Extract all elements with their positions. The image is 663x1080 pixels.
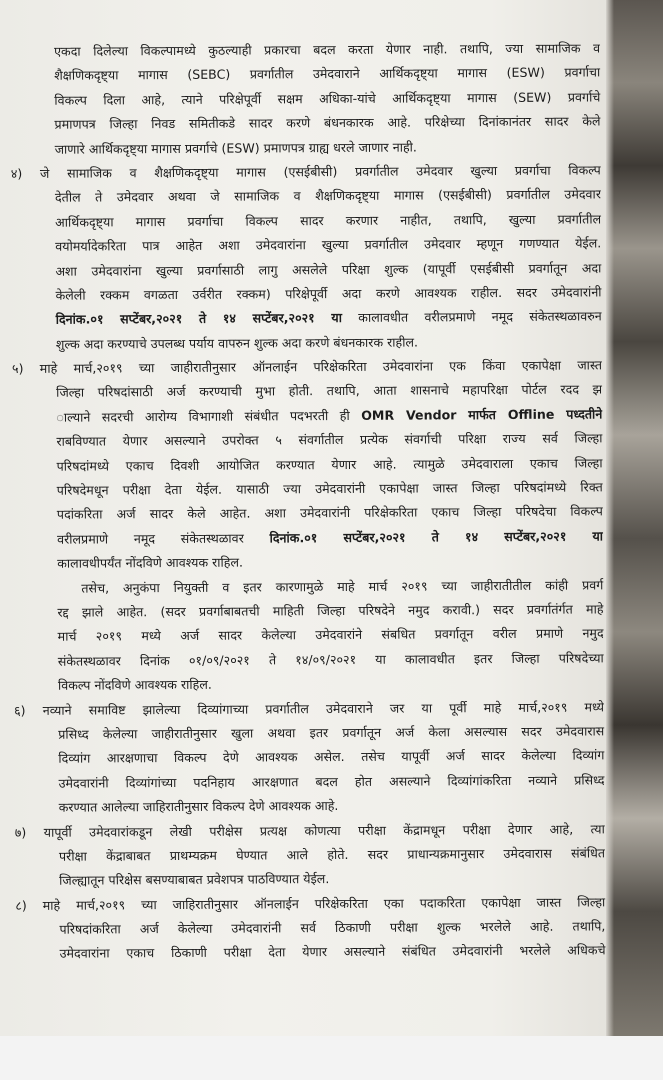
text-line-content: कालावधीपर्यंत नोंदविणे आवश्यक राहिल. xyxy=(57,554,244,571)
text-line xyxy=(12,378,602,406)
text-line xyxy=(15,890,605,918)
text-line-content: अशा उमेदवारांना खुल्या प्रवर्गासाठी लागु असलेले परिक्षा शुल्क (यापूर्वी एसईबीसी प्रवर्गातून अदा xyxy=(55,259,602,279)
text-line-content: उमेदवारांना एकाच ठिकाणी परीक्षा देता येणार असल्याने संबंधित उमेदवारांनी भरलेले अधिकचे xyxy=(59,942,606,962)
text-line xyxy=(15,841,605,869)
text-line-content: करण्यात आलेल्या जाहिरातीनुसार विकल्प देणे आवश्यक आहे. xyxy=(58,798,339,815)
text-line xyxy=(11,207,601,235)
text-line xyxy=(14,622,604,650)
text-line xyxy=(10,61,600,89)
text-line-content: ५) माहे मार्च,२०१९ च्या जाहीरातीनुसार ऑनलाईन परिक्षेकरिता उमेदवारांना एक किंवा एकापेक्षा जास्त xyxy=(11,357,603,377)
text-line xyxy=(10,110,600,138)
text-line-content: प्रमाणपत्र जिल्हा निवड समितीकडे सादर करणे बंधनकारक आहे. परिक्षेच्या दिनांकानंतर सादर केले xyxy=(54,113,601,132)
text-line-content: दिनांक.०१ सप्टेंबर,२०२१ ते १४ सप्टेंबर,२०२१ या कालावधीत वरीलप्रमाणे नमूद संकेतस्थळावरुन xyxy=(55,308,602,328)
text-line xyxy=(13,549,603,577)
text-line-content: उमेदवारांनी दिव्यांगांच्या पदनिहाय आरक्षणात बदल होत असल्याने दिव्यांगांकरिता नव्याने प्रसिध्द xyxy=(58,772,605,791)
text-line-content: आर्थिकदृष्ट्या मागास प्रवर्गाचा विकल्प सादर करणार नाहीत, तथापि, खुल्या प्रवर्गातील xyxy=(55,211,602,230)
text-line xyxy=(15,866,605,894)
text-line xyxy=(12,353,602,381)
text-line xyxy=(12,402,602,430)
text-line xyxy=(15,817,605,845)
text-line xyxy=(14,719,604,747)
text-line xyxy=(15,914,605,942)
text-line-content: जाणारे आर्थिकदृष्ट्या मागास प्रवर्गाचे (ESW) प्रमाणपत्र ग्राह्य धरले जाणार नाही. xyxy=(54,139,417,157)
text-line xyxy=(10,85,600,113)
text-line xyxy=(13,573,603,601)
text-line-content: ाल्याने सदरची आरोग्य विभागाशी संबंधीत पदभरती ही OMR Vendor मार्फत Offline पध्दतीने xyxy=(56,406,603,425)
text-line xyxy=(14,646,604,674)
text-line-content: दिव्यांग आरक्षणाचा विकल्प देणे आवश्यक असेल. तसेच यापूर्वी अर्ज सादर केलेल्या दिव्यांग xyxy=(58,747,605,767)
text-line-content: ६) नव्याने समाविष्ट झालेल्या दिव्यांगाच्या प्रवर्गातील उमेदवाराने जर या पूर्वी माहे मार्च,२०१९ मध्ये xyxy=(14,698,605,718)
text-line xyxy=(11,158,601,186)
text-line-content: जिल्ह्यातून परिक्षेस बसण्याबाबत प्रवेशपत्र पाठविण्यात येईल. xyxy=(59,871,330,888)
text-line-content: केलेली रक्कम वगळता उर्वरीत रक्कम) परिक्षेपूर्वी अदा करणे आवश्यक राहील. सदर उमेदवारांनी xyxy=(55,284,602,303)
text-line-content: परिषदांकरिता अर्ज केलेल्या उमेदवारांनी सर्व ठिकाणी परीक्षा शुल्क भरलेले आहे. तथापि, xyxy=(59,918,606,937)
text-line xyxy=(13,597,603,625)
text-line xyxy=(14,744,604,772)
text-line xyxy=(16,939,606,967)
text-line-content: पदांकरिता अर्ज सादर केले आहेत. अशा उमेदवारांनी परिक्षेकरिता एकाच जिल्हा परिषदेचा विकल्प xyxy=(56,503,603,523)
text-line xyxy=(12,329,602,357)
text-line xyxy=(11,256,601,284)
text-line xyxy=(10,36,600,64)
text-line-content: विकल्प दिला आहे, त्याने परिक्षेपूर्वी सक्षम अधिका-यांचे आर्थिकदृष्ट्या मागास (SEW) प्रवर्गाचे xyxy=(54,89,601,108)
text-line-content: ४) जे सामाजिक व शैक्षणिकदृष्ट्या मागास (एसईबीसी) प्रवर्गातील उमेदवार खुल्या प्रवर्गाचा विकल्प xyxy=(10,162,601,181)
text-line-content: शुल्क अदा करण्याचे उपलब्ध पर्याय वापरुन शुल्क अदा करणे बंधनकारक राहील. xyxy=(55,334,419,352)
background-surface xyxy=(606,0,663,1036)
text-line-content: विकल्प नोंदविणे आवश्यक राहिल. xyxy=(57,676,212,693)
text-line xyxy=(11,232,601,260)
text-line-content: परिषदेमधून परीक्षा देता येईल. यासाठी ज्या उमेदवारांनी एकापेक्षा जास्त जिल्हा परिषदांमध्ये रिक्त xyxy=(56,479,603,498)
text-line xyxy=(13,500,603,528)
document-text xyxy=(10,36,606,966)
text-line-content: वरीलप्रमाणे नमूद संकेतस्थळावर दिनांक.०१ सप्टेंबर,२०२१ ते १४ सप्टेंबर,२०२१ या xyxy=(57,528,604,547)
text-line-content: संकेतस्थळावर दिनांक ०१/०९/२०२१ ते १४/०९/२०२१ या कालावधीत इतर जिल्हा परिषदेच्या xyxy=(57,650,604,669)
text-line xyxy=(13,451,603,479)
text-line-content: देतील ते उमेदवार अथवा जे सामाजिक व शैक्षणिकदृष्ट्या मागास (एसईबीसी) प्रवर्गातील उमेदवार xyxy=(54,186,601,206)
text-line-content: शैक्षणिकदृष्ट्या मागास (SEBC) प्रवर्गातील उमेदवाराने आर्थिकदृष्ट्या मागास (ESW) प्रवर्गाचा xyxy=(54,64,601,84)
text-line xyxy=(13,524,603,552)
text-line-content: एकदा दिलेल्या विकल्पामध्ये कुठल्याही प्रकारचा बदल करता येणार नाही. तथापि, ज्या सामाजिक व xyxy=(54,40,601,59)
text-line xyxy=(11,134,601,162)
text-line xyxy=(12,305,602,333)
text-line xyxy=(14,768,604,796)
text-line-content: परीक्षा केंद्राबाबत प्राथम्यक्रम घेण्यात आले होते. सदर प्राधान्यक्रमानुसार उमेदवारास संबंधित xyxy=(58,845,606,864)
text-line-content: परिषदांमध्ये एकाच दिवशी आयोजित करण्यात येणार आहे. त्यामुळे उमेदवाराला एकाच जिल्हा xyxy=(56,455,603,474)
text-line-content: राबविण्यात येणार असल्याने उपरोक्त ५ संवर्गातील प्रत्येक संवर्गाची परिक्षा राज्य सर्व जिल्हा xyxy=(56,430,603,449)
text-line xyxy=(11,280,601,308)
text-line-content: जिल्हा परिषदांसाठी अर्ज करण्याची मुभा होती. तथापि, आता शासनाचे महापरिक्षा पोर्टल रदद झ xyxy=(56,381,603,401)
text-line-content: मार्च २०१९ मध्ये अर्ज सादर केलेल्या उमेदवारांने संबधित प्रवर्गातून वरील प्रमाणे नमुद xyxy=(57,625,604,645)
bottom-margin xyxy=(0,1036,663,1080)
text-line xyxy=(13,475,603,503)
text-line-content: प्रसिध्द केलेल्या जाहीरातीनुसार खुला अथवा इतर प्रवर्गातून अर्ज केला असल्यास सदर उमेदवारास xyxy=(58,723,605,742)
text-line xyxy=(14,695,604,723)
text-line-content: ८) माहे मार्च,२०१९ च्या जाहिरातीनुसार ऑनलाईन परिक्षेकरिता एका पदाकरिता एकापेक्षा जास्त जिल्हा xyxy=(15,894,606,913)
text-line xyxy=(11,183,601,211)
text-line-content: ७) यापूर्वी उमेदवारांकडून लेखी परीक्षेस प्रत्यक्ष कोणत्या परीक्षा केंद्रामधून परीक्षा देणार आहे, त्या xyxy=(14,820,605,840)
text-line-content: रद्द झाले आहेत. (सदर प्रवर्गाबाबतची माहिती जिल्हा परिषदेने नमुद करावी.) सदर प्रवर्गातंर्गत माहे xyxy=(57,601,604,620)
text-line-content: वयोमर्यादेकरिता पात्र आहेत अशा उमेदवारांना खुल्या प्रवर्गातील उमेदवार म्हणून गणण्यात येईल. xyxy=(55,235,602,254)
text-line xyxy=(12,427,602,455)
text-line xyxy=(14,671,604,699)
text-line-content: तसेच, अनुकंपा नियुक्ती व इतर कारणामुळे माहे मार्च २०१९ च्या जाहीरातीतील कांही प्रवर्ग xyxy=(81,576,604,596)
text-line xyxy=(15,792,605,820)
